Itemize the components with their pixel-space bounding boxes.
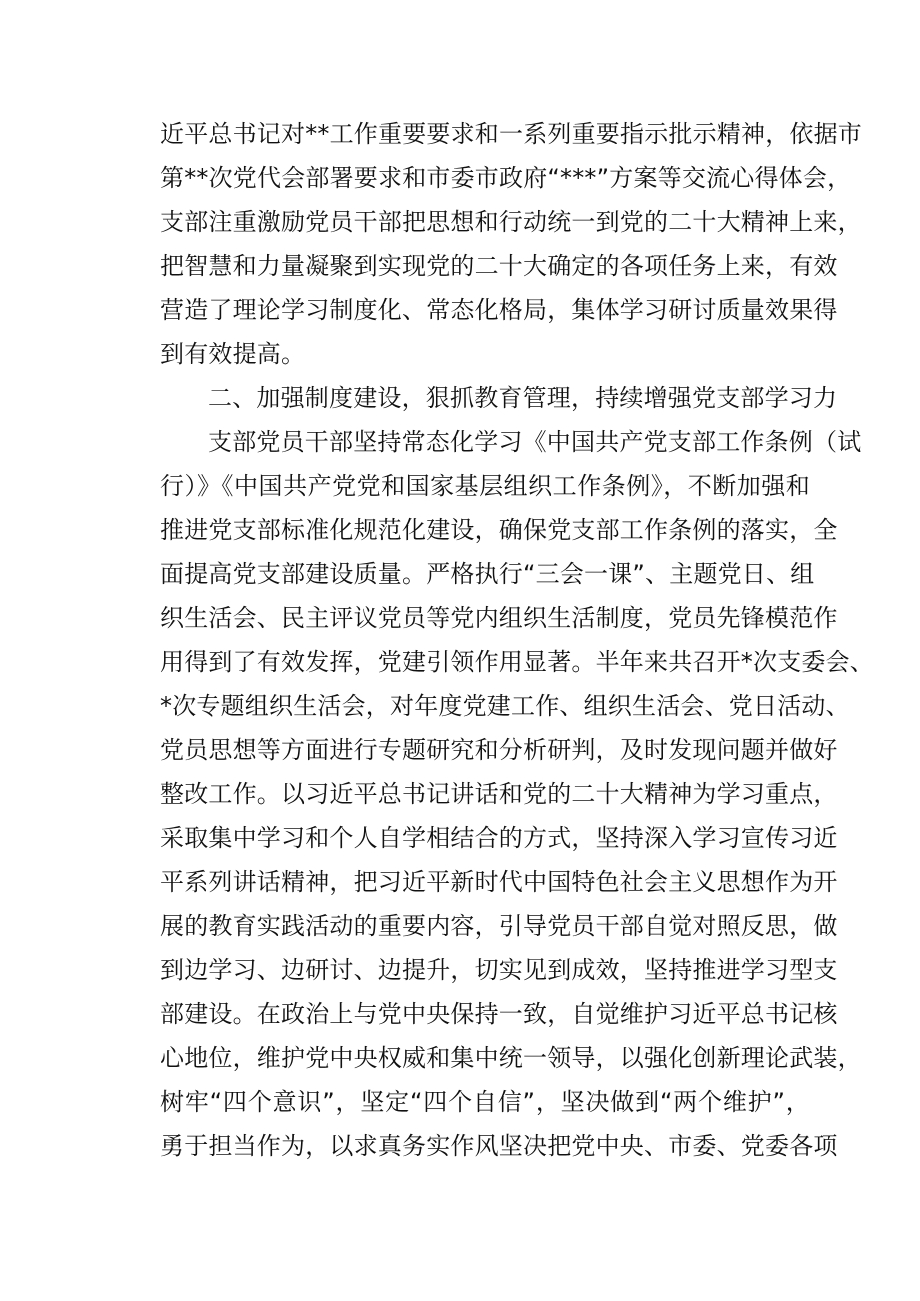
text-line: 把智慧和力量凝聚到实现党的二十大确定的各项任务上来，有效 xyxy=(160,252,838,280)
text-line: 采取集中学习和个人自学相结合的方式，坚持深入学习宣传习近 xyxy=(160,824,838,852)
text-line: 行）》《中国共产党党和国家基层组织工作条例》，不断加强和 xyxy=(160,472,810,500)
text-line: 推进党支部标准化规范化建设，确保党支部工作条例的落实，全 xyxy=(160,516,838,544)
text-line: 织生活会、民主评议党员等党内组织生活制度，党员先锋模范作 xyxy=(160,604,838,632)
text-line: 用得到了有效发挥，党建引领作用显著。半年来共召开*次支委会、 xyxy=(160,648,874,676)
text-line: 整改工作。以习近平总书记讲话和党的二十大精神为学习重点， xyxy=(160,780,838,808)
text-line: 面提高党支部建设质量。严格执行“三会一课”、主题党日、组 xyxy=(160,560,815,588)
text-line: 到有效提高。 xyxy=(160,340,306,368)
text-line: 勇于担当作为，以求真务实作风坚决把党中央、市委、党委各项 xyxy=(160,1132,838,1160)
text-line: 部建设。在政治上与党中央保持一致，自觉维护习近平总书记核 xyxy=(160,1000,838,1028)
text-line: 树牢“四个意识”，坚定“四个自信”，坚决做到“两个维护”， xyxy=(160,1088,810,1116)
text-line: 支部党员干部坚持常态化学习《中国共产党支部工作条例（试 xyxy=(208,428,862,456)
text-line: 支部注重激励党员干部把思想和行动统一到党的二十大精神上来， xyxy=(160,208,862,236)
text-line: 营造了理论学习制度化、常态化格局，集体学习研讨质量效果得 xyxy=(160,296,838,324)
text-line: 平系列讲话精神，把习近平新时代中国特色社会主义思想作为开 xyxy=(160,868,838,896)
text-line: 心地位，维护党中央权威和集中统一领导，以强化创新理论武装， xyxy=(160,1044,862,1072)
text-line: 到边学习、边研讨、边提升，切实见到成效，坚持推进学习型支 xyxy=(160,956,838,984)
section-heading: 二、加强制度建设，狠抓教育管理，持续增强党支部学习力 xyxy=(208,384,838,412)
text-line: 展的教育实践活动的重要内容，引导党员干部自觉对照反思，做 xyxy=(160,912,838,940)
text-line: 近平总书记对**工作重要要求和一系列重要指示批示精神，依据市 xyxy=(160,120,862,148)
text-line: 第**次党代会部署要求和市委市政府“***”方案等交流心得体会， xyxy=(160,164,852,192)
text-line: 党员思想等方面进行专题研究和分析研判，及时发现问题并做好 xyxy=(160,736,838,764)
body-text xyxy=(160,112,874,1168)
text-line: *次专题组织生活会，对年度党建工作、组织生活会、党日活动、 xyxy=(160,692,850,720)
